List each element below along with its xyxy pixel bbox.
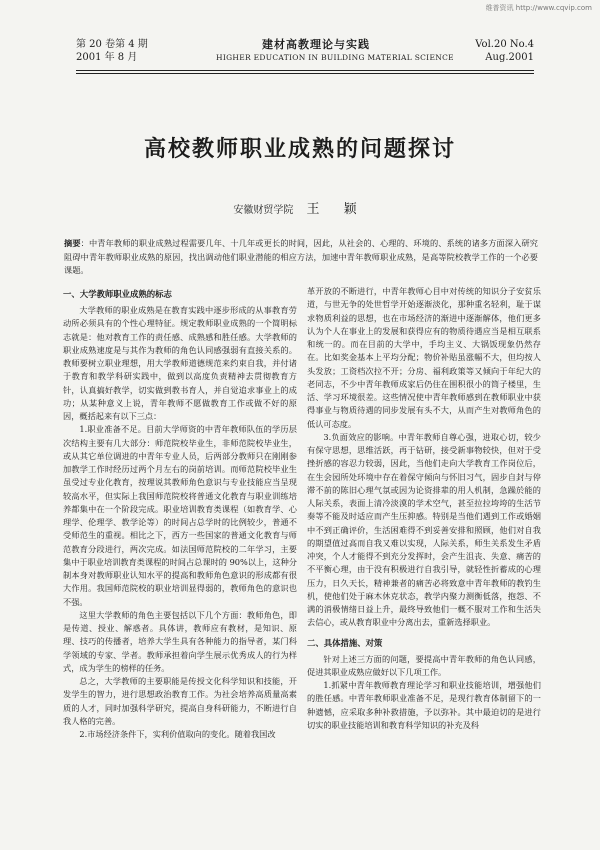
author-name: 王 颖 [306,202,367,217]
body-paragraph: 总之，大学教师的主要职能是传授文化科学知识和技能，开发学生的智力，进行思想政治教育工作。为社会培养高质量高素质的人才，同时加强科学研究，提高自身科研能力，不断进行自我人格的完善。 [63,676,297,726]
body-paragraph: 2.市场经济条件下，实利价值取向的变化。随着我国改 [79,729,276,739]
abstract-label: 摘要 [64,238,81,248]
article-title: 高校教师职业成熟的问题探讨 [143,136,456,162]
journal-name [216,38,454,64]
issue-info-en [475,38,534,64]
watermark: 维普资讯 http://www.cqvip.com [485,4,592,12]
running-head [76,38,534,68]
abstract-text: ：中青年教师的职业成熟过程需要几年、十几年或更长的时间，因此，从社会的、心理的、环境的、系统的诸多方面深入研究阻碍中青年教师职业成熟的原因，找出调动他们职业潜能的相应方法，加速中青年教师职业成熟，是高等院校教学工作的一个必要课题。 [64,238,538,275]
body-paragraph: 针对上述三方面的问题，要提高中青年教师的角色认同感，促进其职业成熟应做好以下几项工作。 [307,653,541,677]
date-en: Aug.2001 [485,52,534,63]
body-paragraph: 革开放的不断进行，中青年教师心目中对传统的知识分子安贫乐道，与世无争的处世哲学开始逐渐淡化，那种重名轻利，耻于谋求物质利益的思想，也在市场经济的渐进中逐渐解体，他们更多认为个人在事业上的发展和获得应有的物质待遇应当是相互联系和统一的。而在目前的大学中，手均主义、大锅饭现象仍然存在。比如奖金基本上平均分配；物价补贴虽涨幅不大，但均按人头发放；工资档次拉不开；分房、福利政策等又倾向于年纪大的老同志，不少中青年教师成家后仍住在围积很小的筒子楼里，生活、学习环境很差。这些情况使中青年教师感到在教师职业中获得事业与物质待遇的同步发展有头不大，从而产生对教师角色的低认可态度。 [307,286,541,429]
abstract [64,237,538,278]
journal-name-cn: 建材高教理论与实践 [262,38,370,51]
left-column [63,285,297,741]
date-cn: 2001 年 8 月 [76,52,138,63]
section-heading: 二、具体措施、对策 [307,637,383,648]
volume-cn: 第 20 卷第 4 期 [76,39,148,50]
body-paragraph: 1.职业准备不足。目前大学师资的中青年教师队伍的学历层次结构主要有几大部分：师范院校毕业生，非师范院校毕业生，或从其它单位调进的中青年专业人员，后两部分教师只在刚刚参加教学工作时经历过两个月左右的岗前培训。而师范院校毕业生虽受过专业化教育，按理说其教师角色意识与专业技能应当呈现较高水平，但实际上我国师范院校将普通文化教育与职业训练培养都集中在一个阶段完成。职业培训教育类课程（如教育学、心理学、伦理学、教学论等）的时间占总学时的比例较少，普通不受师范生的重视。相比之下，西方一些国家的普通文化教育与师范教育分段进行，两次完成。如法国师范院校的二年学习，主要集中于职业培训教育类课程的时间占总课时的 90%以上，这种分制本身对教师职业认知水平的提高和教师角色意识的形成都有很大作用。我国师范院校的职业培训显得弱的，教师角色的意识也不强。 [63,424,297,607]
volume-en: Vol.20 No.4 [475,39,534,50]
author-line [0,198,600,217]
journal-name-en: HIGHER EDUCATION IN BUILDING MATERIAL SCIENCE [216,53,454,62]
body-paragraph: 1.抓紧中青年教师教育理论学习和职业技能培训，增强他们的胜任感。中青年教师职业准备不足，是现行教育体制留下的一种遗憾，应采取多种补救措施，予以弥补。其中最迫切的是进行切实的职业技能培训和教育科学知识的补充及科 [307,680,541,730]
right-column [307,285,541,732]
header-rule [76,70,534,71]
body-paragraph: 这里大学教师的角色主要包括以下几个方面：教师角色，即是传道、授业、解惑者。具体讲，教师应有教材，是知识、原理、技巧的传播者，培养大学生具有各种能力的指导者，某门科学领域的专家、学者。教师承担着向学生展示优秀成人的行为样式，成为学生的榜样的任务。 [63,609,297,673]
body-paragraph: 大学教师的职业成熟是在教育实践中逐步形成的从事教育劳动所必须具有的个性心理特征。规定教师职业成熟的一个简明标志就是：他对教育工作的责任感、成熟感和胜任感。大学教师的职业成熟速度是与其作为教师的角色认同感强弱有直接关系的。教师要树立职业理想，用大学教师道德规范来约束自我，并付诸于教育和教学科研实践中，做到以高度负责精神去贯彻教育方针，认真搞好教学，切实做到教书育人，并自觉追求事业上的成功；从某种意义上说，青年教师不愿做教育工作或做不好的原因，概括起来有以下三点： [63,305,297,421]
issue-info-cn [76,38,148,64]
author-affiliation: 安徽财贸学院 [233,205,294,216]
body-paragraph: 3.负面效应的影响。中青年教师自尊心强，进取心切，较少有保守思想，思维活跃，再于钻研，接受新事物较快，但对于受挫折感的容忍力较弱，因此，当他们走向大学教育工作岗位后，在生会园所处环境中存在着保守倾向与怀旧习气，固步自封与停滞不前的陈旧心理气氛或因为论资排辈的用人机制，急躁於能的人际关系，表面上清冷淡漠的学术空气，甚至拉拉垮垮的生活节奏等不能及时适应而产生压抑感。特别是当他们遇到工作或婚姻中不到正确评价，生活困难得不到妥善安排和照顾，他们对自我的期望值过高而自我又难以实现，人际关系，师生关系发生矛盾冲突，个人才能得不到充分发挥时，会产生沮丧、失意、痛苦的不平衡心理，由于没有积极进行自我引导，就轻性折蓄成的心理压力，日久天长，精神兼者的痛苦必将致意中青年教师的教钓生机，使他们处于麻木休克状态，教学内聚力测衡低落，抱怨、不满的消极情绪日益上升，最终导致他们一概不服对工作和生活失去信心，或从教育职业中分离出去，重新选择职业。 [307,431,541,628]
section-heading: 一、大学教师职业成熟的标志 [63,289,172,299]
header-rule-thin [76,73,534,74]
